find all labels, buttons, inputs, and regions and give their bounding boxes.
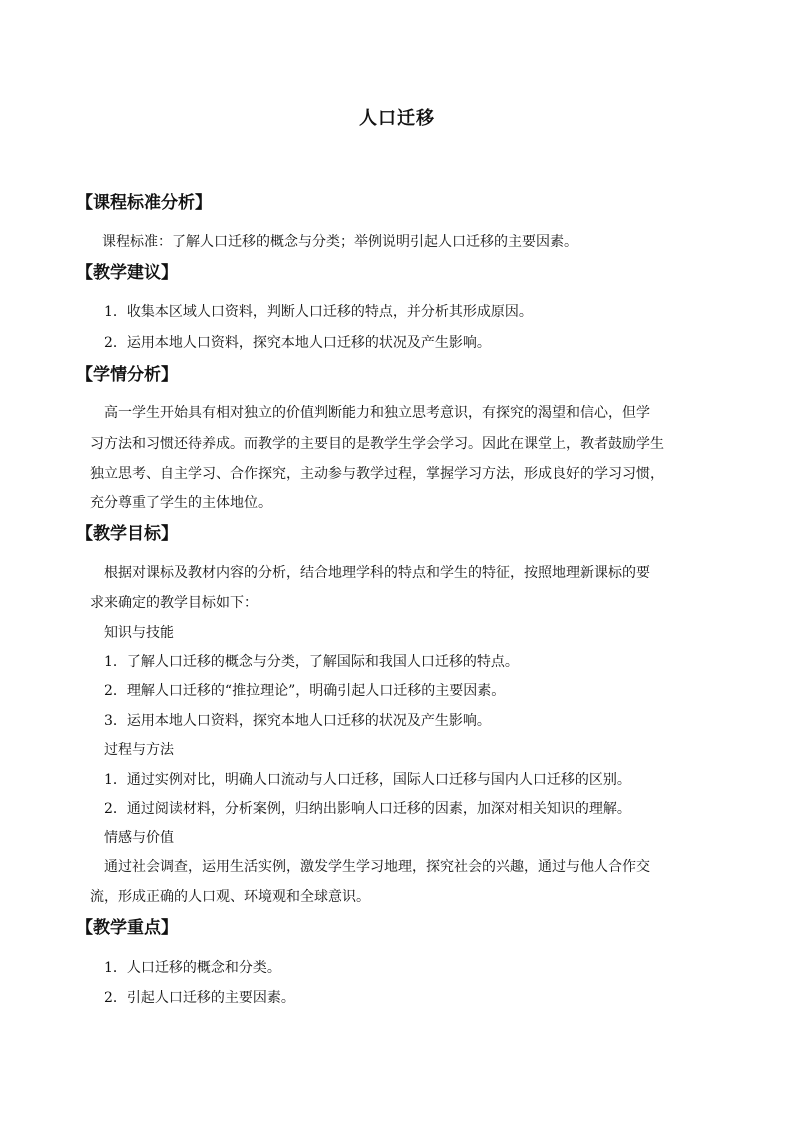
section-heading-teaching-objectives: 【教学目标】 [76,524,178,544]
section-heading-teaching-suggestions: 【教学建议】 [76,263,178,283]
learning-analysis-line: 充分尊重了学生的主体地位。 [90,495,272,511]
document-title: 人口迁移 [359,108,435,129]
curriculum-standard-text: 课程标准：了解人口迁移的概念与分类；举例说明引起人口迁移的主要因素。 [102,234,578,250]
objective-group-title-knowledge: 知识与技能 [104,625,174,641]
learning-analysis-line: 习方法和习惯还待养成。而教学的主要目的是教学生学会学习。因此在课堂上，教者鼓励学生 [90,436,664,452]
objective-knowledge-item: 3．运用本地人口资料，探究本地人口迁移的状况及产生影响。 [104,713,491,729]
teaching-objectives-intro-line: 根据对课标及教材内容的分析，结合地理学科的特点和学生的特征，按照地理新课标的要 [104,565,650,581]
objective-process-item: 1．通过实例对比，明确人口流动与人口迁移，国际人口迁移与国内人口迁移的区别。 [104,772,631,788]
teaching-suggestion-item: 2．运用本地人口资料，探究本地人口迁移的状况及产生影响。 [104,335,491,351]
objective-group-title-emotion: 情感与价值 [104,830,174,846]
section-heading-learning-analysis: 【学情分析】 [76,365,178,385]
objective-emotion-line: 通过社会调查，运用生活实例，激发学生学习地理，探究社会的兴趣，通过与他人合作交 [104,859,650,875]
objective-knowledge-item: 1．了解人口迁移的概念与分类，了解国际和我国人口迁移的特点。 [104,654,519,670]
section-heading-curriculum-standard: 【课程标准分析】 [76,193,212,213]
objective-process-item: 2．通过阅读材料，分析案例，归纳出影响人口迁移的因素，加深对相关知识的理解。 [104,801,631,817]
teaching-objectives-intro-line: 求来确定的教学目标如下： [90,595,258,611]
key-point-item: 1．人口迁移的概念和分类。 [104,960,281,976]
objective-knowledge-item: 2．理解人口迁移的“推拉理论”，明确引起人口迁移的主要因素。 [104,683,506,699]
key-point-item: 2．引起人口迁移的主要因素。 [104,990,295,1006]
section-heading-key-points: 【教学重点】 [76,918,178,938]
learning-analysis-line: 高一学生开始具有相对独立的价值判断能力和独立思考意识，有探究的渴望和信心，但学 [104,405,650,421]
teaching-suggestion-item: 1．收集本区域人口资料，判断人口迁移的特点，并分析其形成原因。 [104,304,533,320]
objective-group-title-process: 过程与方法 [104,742,174,758]
learning-analysis-line: 独立思考、自主学习、合作探究，主动参与教学过程，掌握学习方法，形成良好的学习习惯， [90,466,664,482]
objective-emotion-line: 流，形成正确的人口观、环境观和全球意识。 [90,889,370,905]
